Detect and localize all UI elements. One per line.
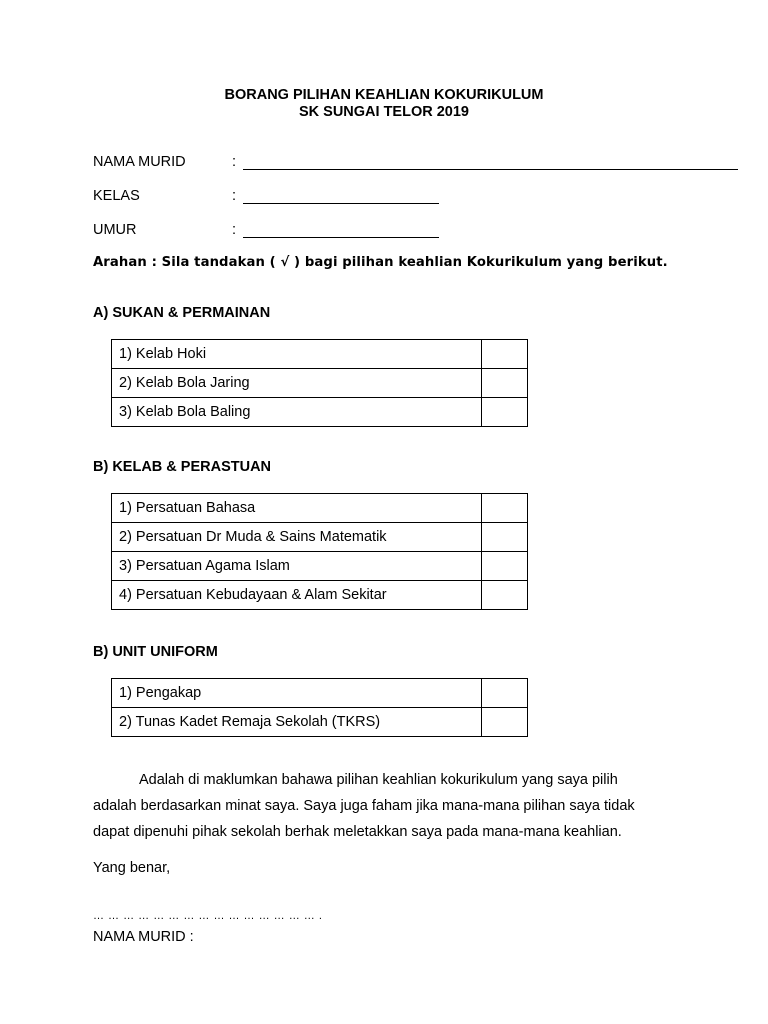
option-label: 2) Kelab Bola Jaring bbox=[112, 369, 482, 398]
umur-label: UMUR bbox=[93, 222, 137, 238]
declaration-line: adalah berdasarkan minat saya. Saya juga faham jika mana-mana pilihan saya tidak bbox=[93, 798, 635, 814]
table-row bbox=[112, 340, 528, 369]
nama-murid-line[interactable] bbox=[243, 169, 738, 170]
colon: : bbox=[232, 154, 237, 170]
kelas-line[interactable] bbox=[243, 203, 439, 204]
table-row bbox=[112, 494, 528, 523]
option-label: 1) Persatuan Bahasa bbox=[112, 494, 482, 523]
signature-name-label: NAMA MURID : bbox=[93, 929, 194, 945]
sukan-table bbox=[111, 339, 528, 427]
instruction-text: Arahan : Sila tandakan ( √ ) bagi pilihan keahlian Kokurikulum yang berikut. bbox=[93, 255, 668, 270]
signature-line: … … … … … … … … … … … … … … … . bbox=[93, 910, 323, 922]
checkbox-cell[interactable] bbox=[482, 340, 528, 369]
colon: : bbox=[232, 188, 237, 204]
option-label: 4) Persatuan Kebudayaan & Alam Sekitar bbox=[112, 581, 482, 610]
table-row bbox=[112, 581, 528, 610]
table-row bbox=[112, 398, 528, 427]
checkbox-cell[interactable] bbox=[482, 494, 528, 523]
table-row bbox=[112, 369, 528, 398]
table-row bbox=[112, 708, 528, 737]
checkbox-cell[interactable] bbox=[482, 581, 528, 610]
school-title: SK SUNGAI TELOR 2019 bbox=[298, 104, 469, 120]
uniform-table bbox=[111, 678, 528, 737]
section-heading: B) KELAB & PERASTUAN bbox=[93, 459, 272, 475]
table-row bbox=[112, 523, 528, 552]
option-label: 3) Persatuan Agama Islam bbox=[112, 552, 482, 581]
option-label: 3) Kelab Bola Baling bbox=[112, 398, 482, 427]
closing-text: Yang benar, bbox=[93, 860, 171, 876]
nama-murid-label: NAMA MURID bbox=[93, 154, 186, 170]
declaration-line: dapat dipenuhi pihak sekolah berhak meletakkan saya pada mana-mana keahlian. bbox=[93, 824, 622, 840]
section-heading: B) UNIT UNIFORM bbox=[93, 644, 218, 660]
checkbox-cell[interactable] bbox=[482, 523, 528, 552]
option-label: 2) Tunas Kadet Remaja Sekolah (TKRS) bbox=[112, 708, 482, 737]
table-row bbox=[112, 679, 528, 708]
option-label: 1) Kelab Hoki bbox=[112, 340, 482, 369]
declaration-paragraph bbox=[93, 767, 683, 845]
table-row bbox=[112, 552, 528, 581]
colon: : bbox=[232, 222, 237, 238]
kelas-label: KELAS bbox=[93, 188, 140, 204]
kelab-table bbox=[111, 493, 528, 610]
option-label: 2) Persatuan Dr Muda & Sains Matematik bbox=[112, 523, 482, 552]
checkbox-cell[interactable] bbox=[482, 369, 528, 398]
form-title: BORANG PILIHAN KEAHLIAN KOKURIKULUM bbox=[224, 87, 544, 103]
checkbox-cell[interactable] bbox=[482, 398, 528, 427]
checkbox-cell[interactable] bbox=[482, 552, 528, 581]
option-label: 1) Pengakap bbox=[112, 679, 482, 708]
umur-line[interactable] bbox=[243, 237, 439, 238]
checkbox-cell[interactable] bbox=[482, 708, 528, 737]
declaration-line: Adalah di maklumkan bahawa pilihan keahlian kokurikulum yang saya pilih bbox=[139, 772, 618, 788]
checkbox-cell[interactable] bbox=[482, 679, 528, 708]
section-heading: A) SUKAN & PERMAINAN bbox=[93, 305, 271, 321]
